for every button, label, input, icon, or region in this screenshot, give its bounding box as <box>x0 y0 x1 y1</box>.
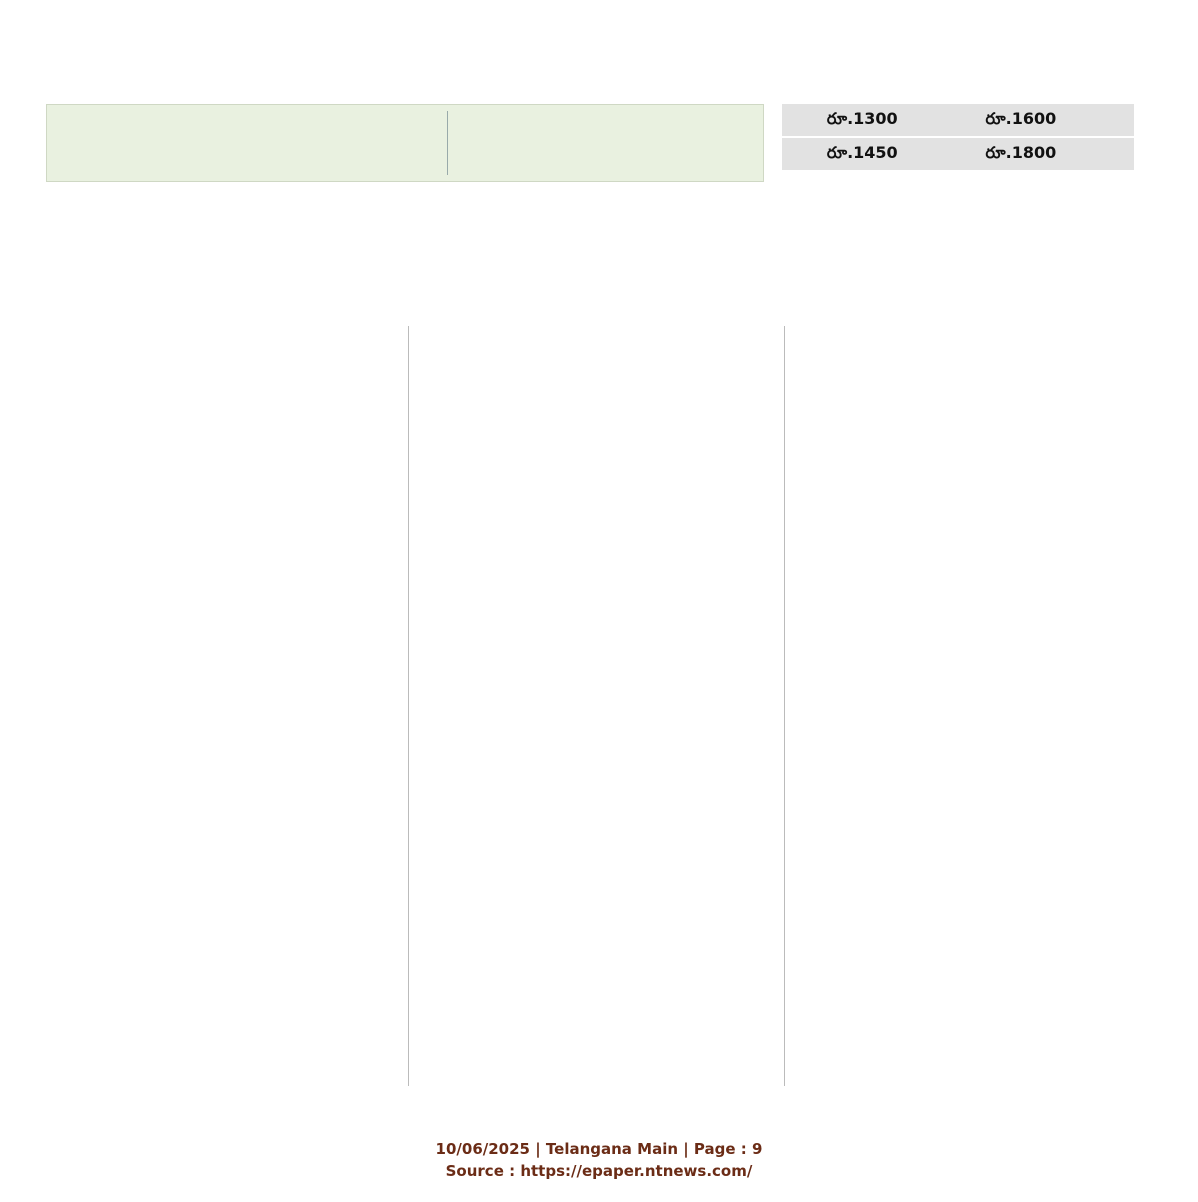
right-quote <box>459 105 759 181</box>
column-divider <box>408 326 409 1086</box>
page-footer <box>0 1138 1198 1188</box>
article-column-3 <box>800 326 1146 1106</box>
article-column-2 <box>424 326 768 1106</box>
article-column-1 <box>62 326 392 1106</box>
column-divider <box>784 326 785 1086</box>
quotes-box <box>46 104 764 182</box>
section-tag <box>124 1088 324 1132</box>
left-quote <box>69 105 409 181</box>
fare-name <box>782 137 817 171</box>
main-headline <box>40 196 1160 308</box>
fare-value: రూ.1300 <box>817 104 976 137</box>
edition-info: 10/06/2025 | Telangana Main | Page : 9 <box>435 1140 763 1158</box>
fare-value: రూ.1800 <box>975 137 1134 171</box>
fare-value: రూ.1600 <box>975 104 1134 137</box>
fare-table <box>782 104 1134 172</box>
fare-name <box>782 104 817 137</box>
fare-value: రూ.1450 <box>817 137 976 171</box>
fare-row <box>782 137 1134 171</box>
next-headline-partial <box>430 1098 1160 1134</box>
fare-row <box>782 104 1134 137</box>
source-link[interactable]: Source : https://epaper.ntnews.com/ <box>445 1162 753 1180</box>
masthead <box>0 0 1198 90</box>
quote-divider <box>447 111 448 175</box>
